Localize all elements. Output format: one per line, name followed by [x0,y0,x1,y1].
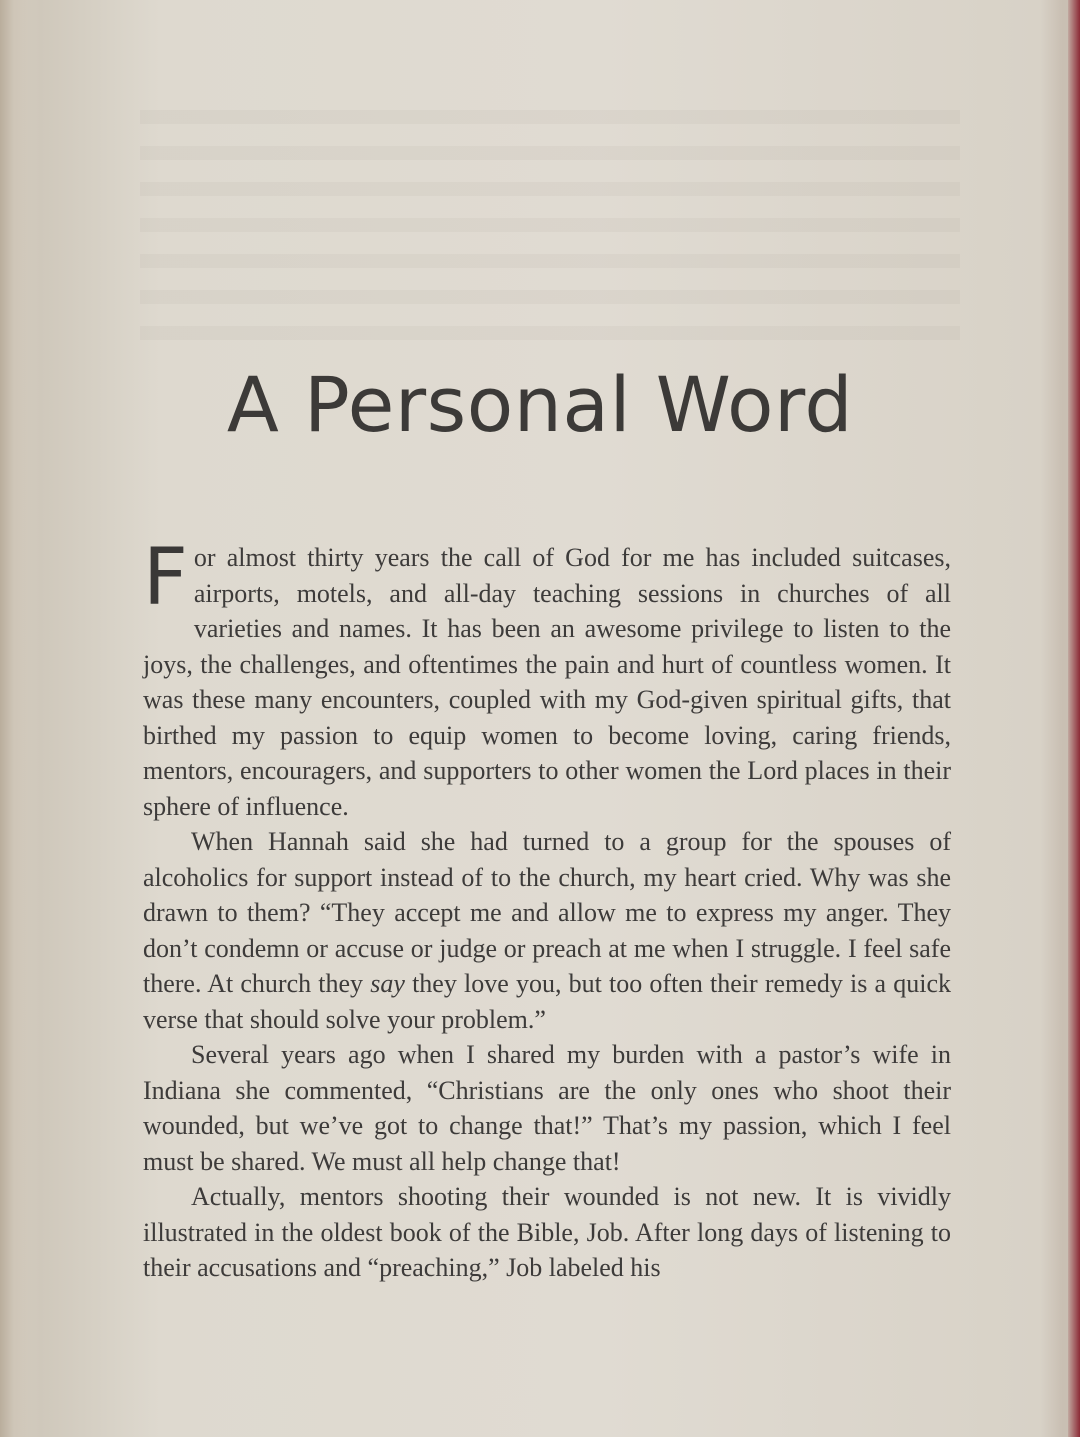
paragraph-2 [143,824,951,1037]
paragraph-1 [143,533,951,824]
chapter-body [143,533,951,1286]
red-cover-edge [1068,0,1080,1437]
chapter-title: A Personal Word [226,360,854,449]
paragraph-2-text-after: they love you, but too often their remedy is a quick verse that should solve your problem.” [143,969,951,1034]
paragraph-2-text-before: When Hannah said she had turned to a group for the spouses of alcoholics for support instead of to the church, my heart cried. Why was she drawn to them? “They accept me and allow me to express my anger. They don’t condemn or accuse or judge or preach at me when I struggle. I feel safe there. At church they [143,827,951,998]
paragraph-1-text: or almost thirty years the call of God for me has included suitcases, airports, motels, and all-day teaching sessions in churches of all varieties and names. It has been an awesome privilege to listen to the joys, the challenges, and oftentimes the pain and hurt of countless women. It was these many encounters, coupled with my God-given spiritual gifts, that birthed my passion to equip women to become loving, caring friends, mentors, encouragers, and supporters to other women the Lord places in their sphere of influence. [143,543,951,821]
bleed-through-text [140,110,960,340]
paragraph-3: Several years ago when I shared my burden with a pastor’s wife in Indiana she commented, “Christians are the only ones who shoot their wounded, but we’ve got to change that!” That’s my passion, which I feel must be shared. We must all help change that! [143,1040,951,1176]
paragraph-4: Actually, mentors shooting their wounded is not new. It is vividly illustrated in the oldest book of the Bible, Job. After long days of listening to their accusations and “preaching,” Job labeled his [143,1182,951,1282]
spine-shadow [0,0,36,1437]
paragraph-2-emphasis: say [370,969,405,998]
drop-cap: F [143,533,188,623]
